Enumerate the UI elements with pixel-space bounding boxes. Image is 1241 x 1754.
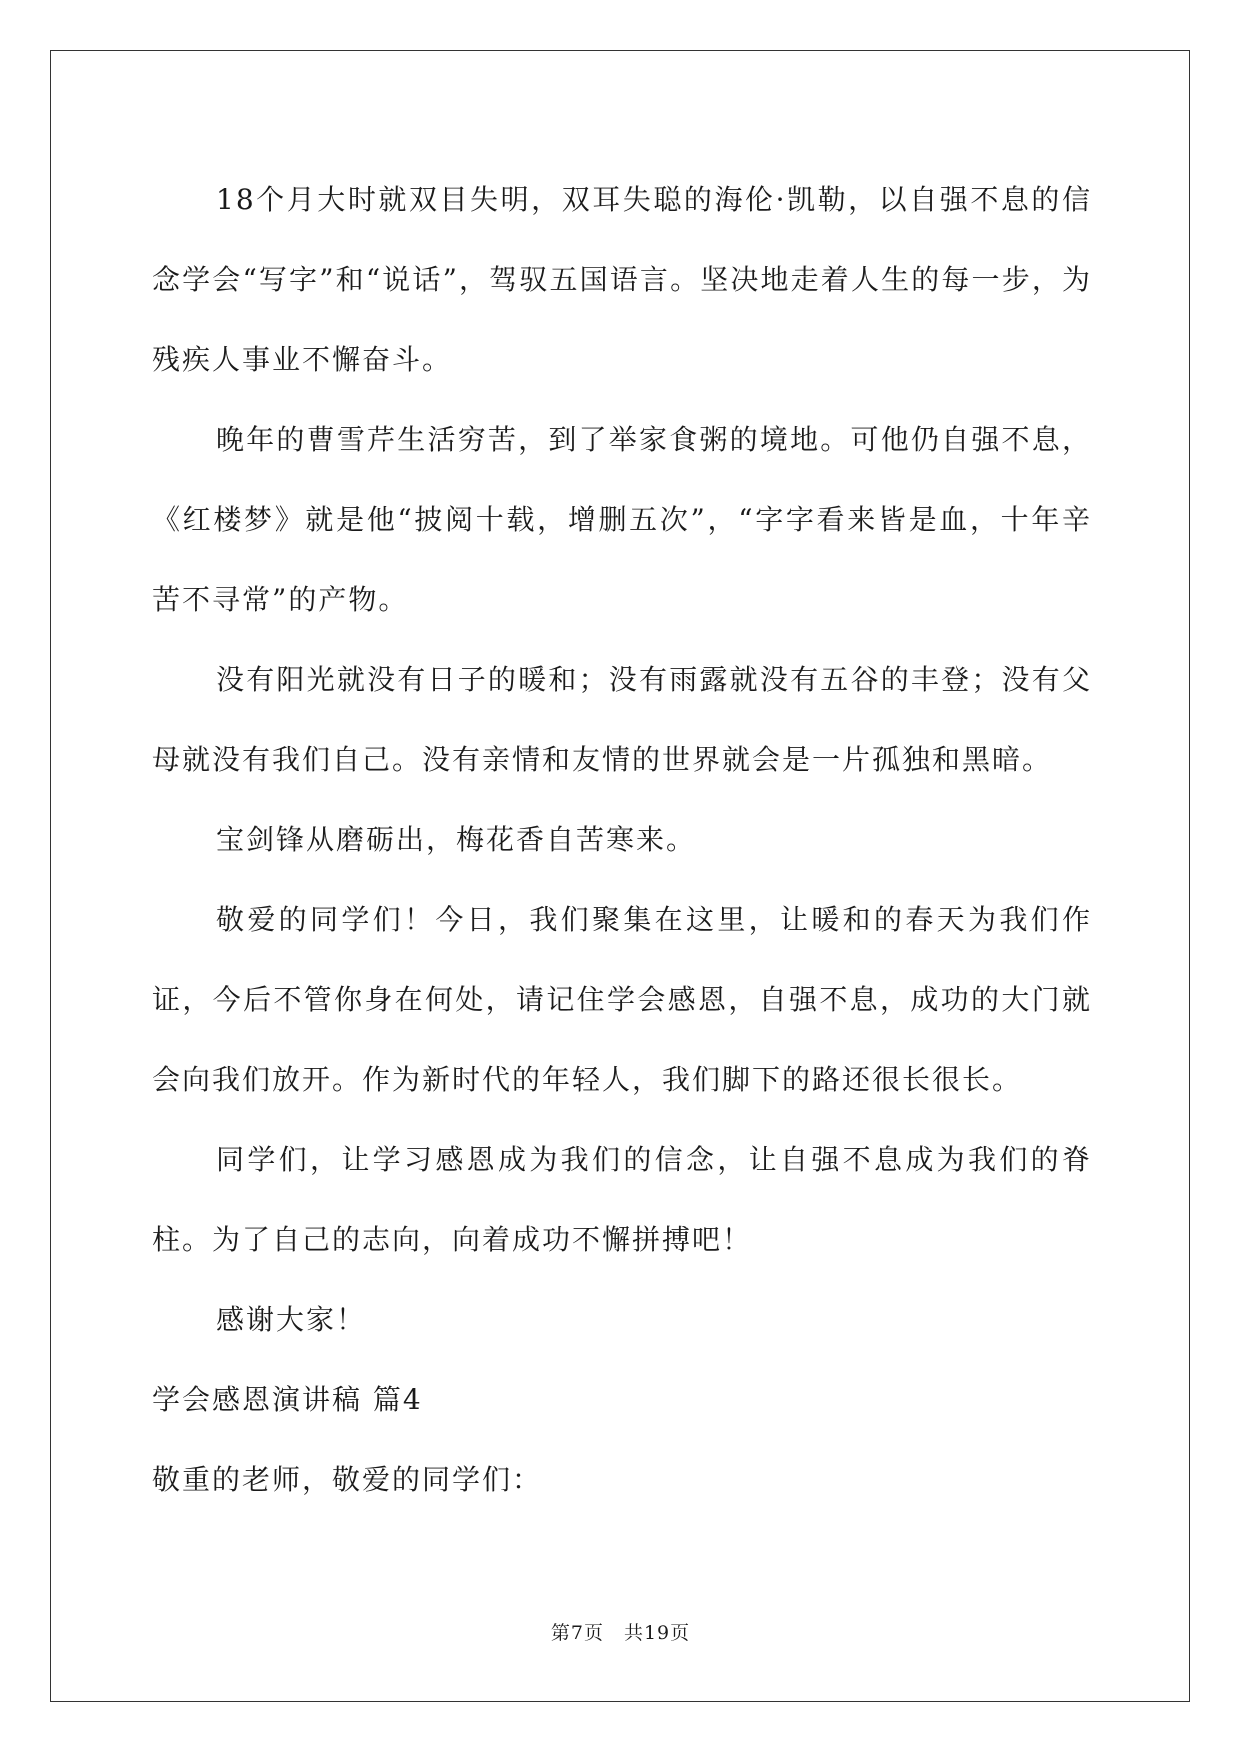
paragraph-helen-keller: 18个月大时就双目失明，双耳失聪的海伦·凯勒，以自强不息的信念学会“写字”和“说话”，驾驭五国语言。坚决地走着人生的每一步，为残疾人事业不懈奋斗。 [152,183,1092,376]
document-body [152,160,1092,1520]
salutation: 敬重的老师，敬爱的同学们： [152,1463,543,1496]
paragraph-thanks: 感谢大家！ [216,1303,367,1336]
paragraph-belief: 同学们，让学习感恩成为我们的信念，让自强不息成为我们的脊柱。为了自己的志向，向着成功不懈拼搏吧！ [152,1143,1092,1256]
paragraph-sunshine: 没有阳光就没有日子的暖和；没有雨露就没有五谷的丰登；没有父母就没有我们自己。没有亲情和友情的世界就会是一片孤独和黑暗。 [152,663,1092,776]
paragraph-dear-classmates: 敬爱的同学们！今日，我们聚集在这里，让暖和的春天为我们作证，今后不管你身在何处，请记住学会感恩，自强不息，成功的大门就会向我们放开。作为新时代的年轻人，我们脚下的路还很长很长。 [152,903,1092,1096]
section-title: 学会感恩演讲稿 篇4 [152,1383,423,1416]
page-number-footer: 第7页 共19页 [550,1622,691,1644]
paragraph-cao-xueqin: 晚年的曹雪芹生活穷苦，到了举家食粥的境地。可他仍自强不息，《红楼梦》就是他“披阅十载，增删五次”，“字字看来皆是血，十年辛苦不寻常”的产物。 [152,423,1092,616]
paragraph-proverb: 宝剑锋从磨砺出，梅花香自苦寒来。 [216,823,697,856]
